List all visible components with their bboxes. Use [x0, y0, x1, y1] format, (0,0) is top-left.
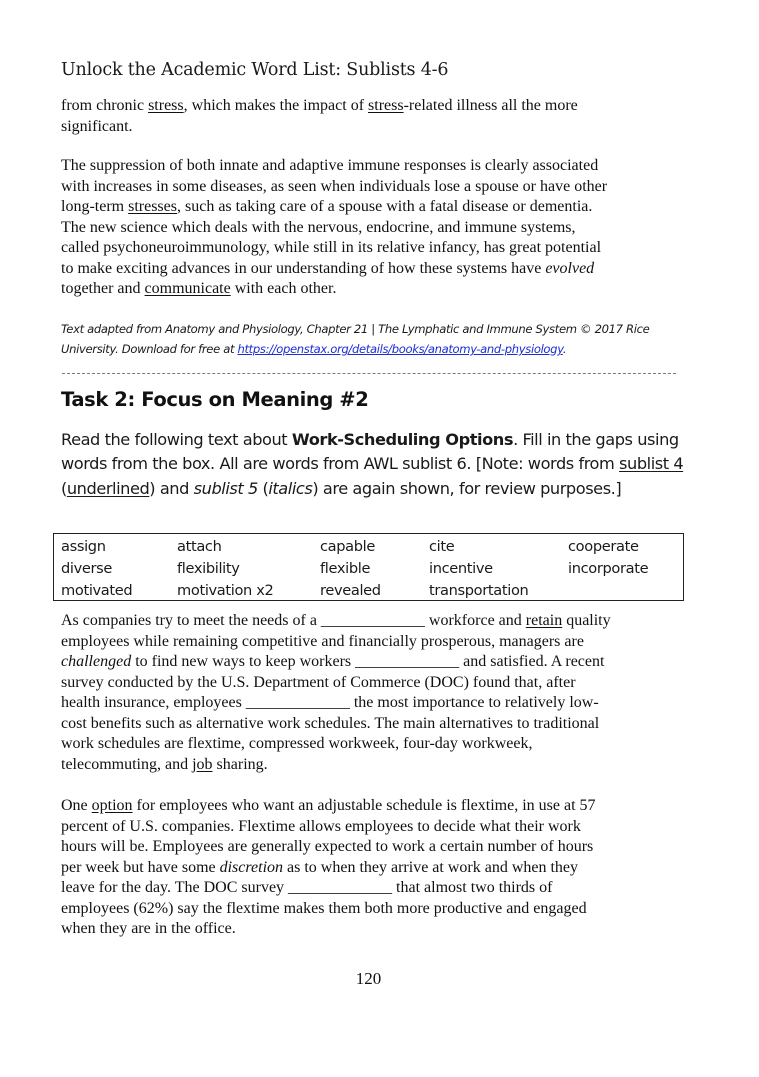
text-run: telecommuting, and	[61, 755, 193, 773]
italic-word: sublist 5	[193, 478, 258, 498]
text-run: employees (62%) say the flextime makes them both more productive and engaged	[61, 899, 587, 917]
text-run: -related illness all the more	[403, 97, 578, 114]
openstax-link[interactable]: https://openstax.org/details/books/anatomy-and-physiology	[237, 342, 563, 356]
text-line	[61, 817, 681, 838]
text-run: as to when they arrive at work and when they	[283, 858, 579, 876]
word-cell: transportation	[429, 582, 529, 599]
paragraph-lines	[61, 796, 681, 940]
text-run: work schedules are flextime, compressed workweek, four-day workweek,	[61, 735, 533, 752]
text-line	[61, 632, 681, 653]
italic-word: evolved	[545, 259, 595, 277]
word-row	[61, 536, 681, 558]
text-run: (	[61, 478, 67, 498]
text-line	[61, 117, 681, 138]
text-run: (	[257, 478, 269, 498]
word-row	[61, 580, 681, 602]
word-cell: capable	[320, 538, 376, 555]
text-line	[61, 197, 681, 218]
text-run: cost benefits such as alternative work schedules. The main alternatives to traditional	[61, 714, 600, 732]
citation-text: Text adapted from Anatomy and Physiology, Chapter 21 | The Lymphatic and Immune System © 2017 Rice University. Download for free at	[61, 322, 650, 356]
text-run: the most importance to relatively low-	[349, 694, 599, 711]
text-run: and satisfied. A recent	[459, 653, 605, 670]
text-line	[61, 218, 681, 239]
text-run: health insurance, employees	[61, 694, 246, 711]
text-run: As companies try to meet the needs of a	[61, 612, 321, 629]
italic-word: challenged	[61, 653, 132, 670]
underlined-word: communicate	[144, 280, 231, 297]
text-line	[61, 673, 681, 694]
text-run: to find new ways to keep workers	[131, 653, 356, 670]
section-divider	[62, 373, 676, 374]
text-run: with each other.	[230, 280, 337, 297]
exercise-paragraph-1	[61, 611, 681, 775]
word-grid	[61, 536, 681, 602]
text-line	[61, 652, 681, 673]
text-line	[61, 734, 681, 755]
running-head: Unlock the Academic Word List: Sublists 4-6	[61, 60, 449, 80]
gap-blank[interactable]: _____________	[288, 879, 393, 896]
text-line	[61, 259, 681, 280]
text-run: hours will be. Employees are generally expected to work a certain number of hours	[61, 838, 594, 855]
word-cell: attach	[177, 538, 222, 555]
underlined-word: option	[91, 797, 133, 814]
text-run: ) are again shown, for review purposes.]	[312, 478, 622, 498]
word-cell: motivation x2	[177, 582, 274, 599]
text-line	[61, 919, 681, 940]
underlined-word: stress	[368, 97, 404, 114]
text-line	[61, 279, 681, 300]
text-run: quality	[562, 612, 611, 629]
text-run: when they are in the office.	[61, 920, 236, 937]
text-line	[61, 878, 681, 899]
word-row	[61, 558, 681, 580]
paragraph-lines	[61, 96, 681, 137]
text-run: from chronic	[61, 97, 149, 114]
text-line	[61, 238, 681, 259]
text-run: to make exciting advances in our understanding of how these systems have	[61, 259, 546, 277]
text-run: survey conducted by the U.S. Department of Commerce (DOC) found that, after	[61, 673, 576, 691]
text-run: workforce and	[424, 612, 526, 629]
italic-word: italics	[268, 478, 313, 498]
word-box	[53, 533, 684, 601]
text-run: Read the following text about	[61, 430, 292, 449]
text-run: percent of U.S. companies. Flextime allows employees to decide what their work	[61, 817, 581, 835]
text-run: ) and	[149, 478, 194, 498]
text-run: with increases in some diseases, as seen when individuals lose a spouse or have other	[61, 177, 608, 195]
paragraph-lines	[61, 156, 681, 300]
text-line	[61, 693, 681, 714]
underlined-word: sublist 4	[619, 454, 684, 474]
word-cell: incorporate	[568, 560, 649, 577]
text-line	[61, 611, 681, 632]
text-run: that almost two thirds of	[392, 879, 553, 896]
text-run: significant.	[61, 117, 133, 135]
text-run: together and	[61, 280, 145, 297]
gap-blank[interactable]: _____________	[320, 612, 425, 629]
underlined-word: retain	[525, 612, 563, 629]
italic-word: discretion	[219, 858, 284, 876]
text-run: . Fill in the gaps using words from the box. All are words from AWL sublist 6. [Note: words from	[61, 430, 679, 474]
text-run: called psychoneuroimmunology, while still in its relative infancy, has great potential	[61, 239, 602, 256]
word-cell: motivated	[61, 582, 133, 599]
text-line	[61, 156, 681, 177]
citation-trailing: .	[562, 342, 567, 356]
task-instructions	[61, 428, 691, 501]
word-cell: flexibility	[177, 560, 240, 577]
text-line	[61, 858, 681, 879]
gap-blank[interactable]: _____________	[245, 694, 350, 711]
text-line	[61, 96, 681, 117]
gap-blank[interactable]: _____________	[355, 653, 460, 670]
text-line	[61, 837, 681, 858]
page-number: 120	[355, 969, 382, 988]
word-cell: flexible	[320, 560, 371, 577]
text-line	[61, 899, 681, 920]
underlined-word: stress	[148, 97, 184, 114]
underlined-word: underlined	[66, 478, 150, 498]
immune-paragraph	[61, 156, 681, 300]
text-run: , such as taking care of a spouse with a fatal disease or dementia.	[176, 198, 593, 215]
text-run: for employees who want an adjustable schedule is flextime, in use at 57	[132, 797, 596, 814]
text-run: , which makes the impact of	[183, 97, 369, 114]
word-cell: assign	[61, 538, 106, 555]
exercise-paragraph-2	[61, 796, 681, 940]
underlined-word: job	[192, 755, 213, 773]
text-run: employees while remaining competitive and financially prosperous, managers are	[61, 632, 584, 650]
word-cell: cooperate	[568, 538, 639, 555]
text-run: The suppression of both innate and adaptive immune responses is clearly associated	[61, 157, 599, 174]
word-cell: revealed	[320, 582, 381, 599]
continued-paragraph	[61, 96, 681, 137]
word-cell: cite	[429, 538, 455, 555]
text-run: One	[61, 797, 92, 814]
text-line	[61, 796, 681, 817]
underlined-word: stresses	[128, 198, 177, 215]
text-line	[61, 714, 681, 735]
text-run: The new science which deals with the nervous, endocrine, and immune systems,	[61, 218, 576, 236]
word-cell: incentive	[429, 560, 493, 577]
text-line	[61, 755, 681, 776]
source-citation	[61, 319, 681, 359]
bold-text: Work-Scheduling Options	[291, 430, 514, 449]
text-run: leave for the day. The DOC survey	[61, 879, 289, 896]
text-line	[61, 177, 681, 198]
task-title: Task 2: Focus on Meaning #2	[61, 388, 369, 411]
text-run: sharing.	[212, 755, 268, 773]
paragraph-lines	[61, 611, 681, 775]
text-run: long-term	[61, 198, 129, 215]
text-run: per week but have some	[61, 858, 220, 876]
word-cell: diverse	[61, 560, 113, 577]
